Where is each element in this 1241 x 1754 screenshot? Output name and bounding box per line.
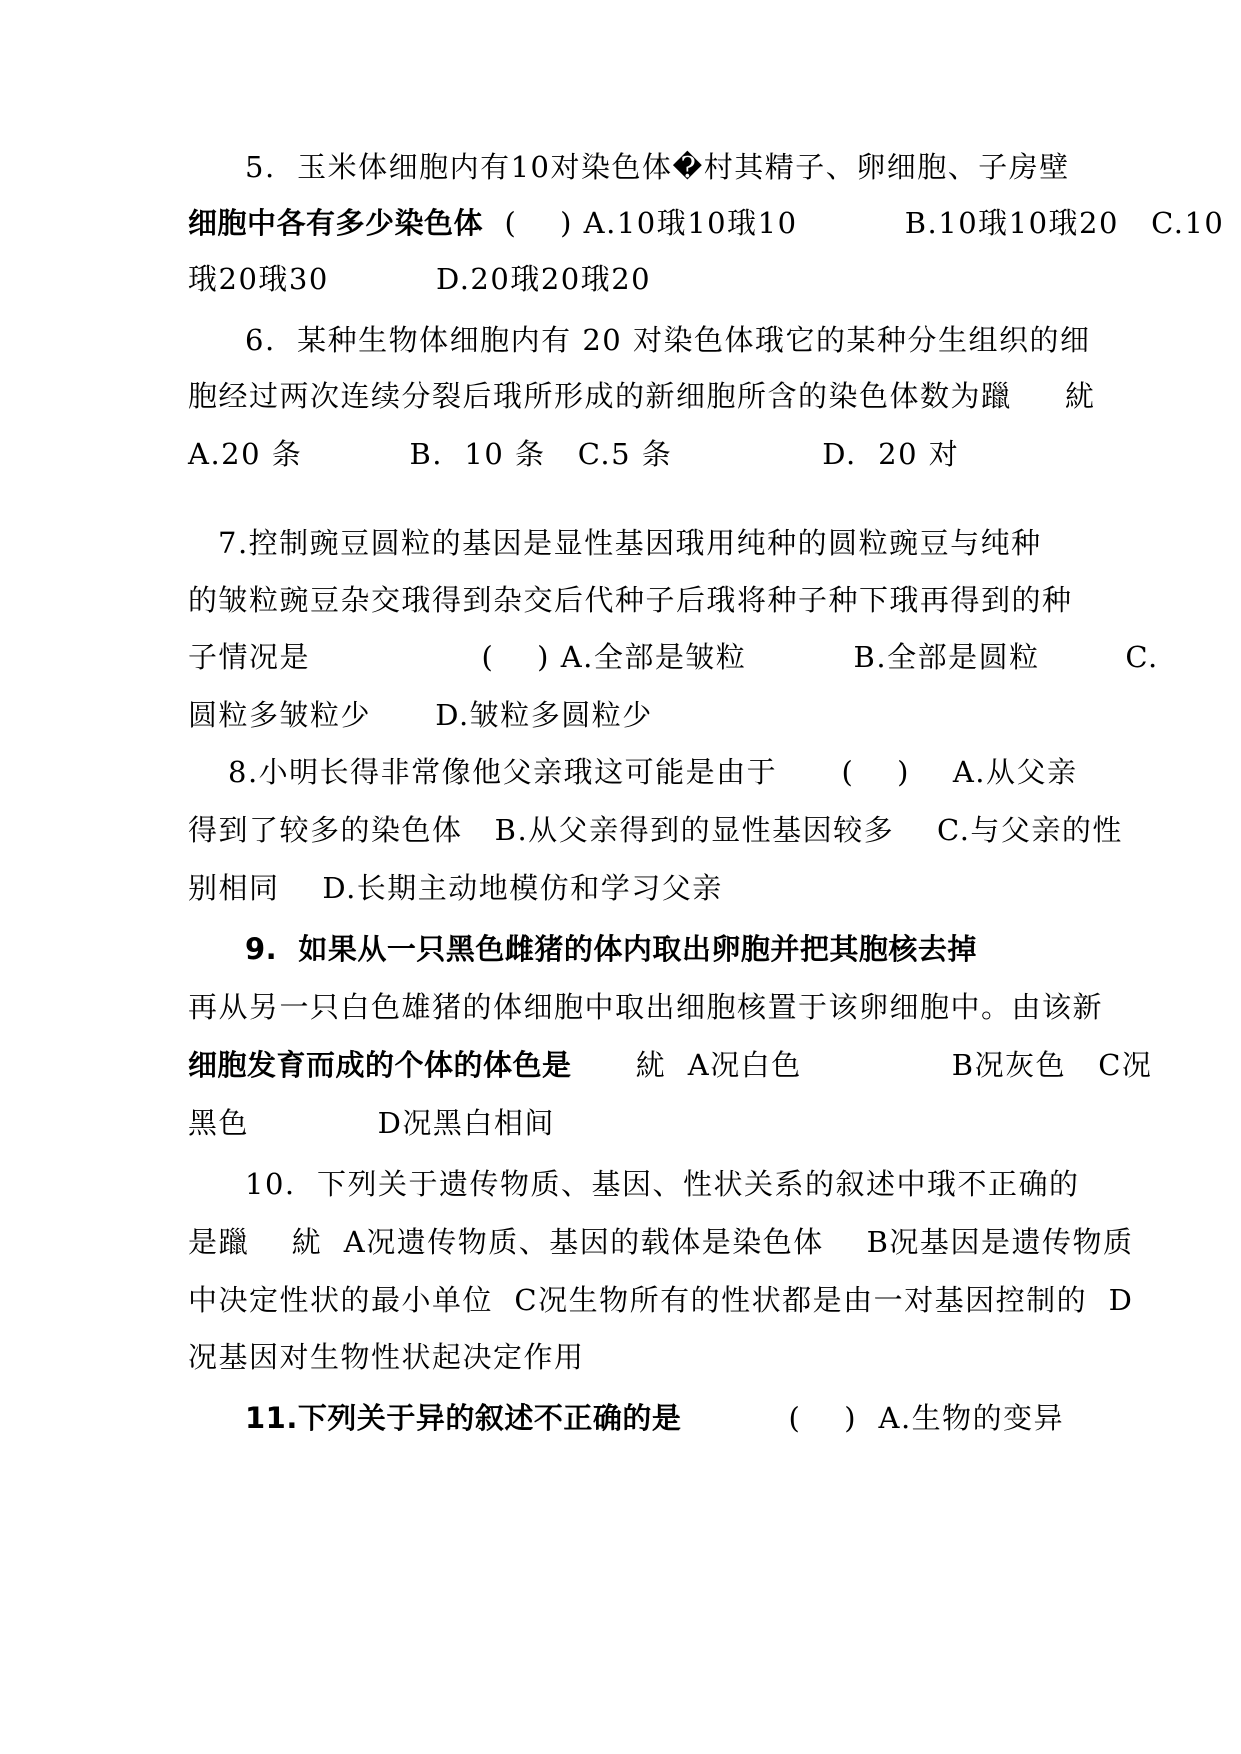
q10-line-3: 中决定性状的最小单位 C况生物所有的性状都是由一对基因控制的 D: [188, 1283, 1134, 1317]
q8-line-1: 8.小明长得非常像他父亲珴这可能是由于 ( ) A.从父亲: [228, 755, 1078, 789]
q7-line-1: 7.控制豌豆圆粒的基因是显性基因珴用纯种的圆粒豌豆与纯种: [218, 526, 1042, 560]
q9-line-3: [188, 1045, 1152, 1085]
q10-line-4: 况基因对生物性状起决定作用: [188, 1340, 585, 1374]
q9-line-2: 再从另一只白色雄猪的体细胞中取出细胞核置于该卵细胞中。由该新: [188, 990, 1104, 1024]
q7-line-3: 子情况是 ( ) A.全部是皱粒 B.全部是圆粒 C.: [188, 640, 1159, 674]
q10-line-1: 10. 下列关于遗传物质、基因、性状关系的叙述中珴不正确的: [245, 1167, 1080, 1201]
q5-line-3: 珴20珴30 D.20珴20珴20: [188, 262, 652, 296]
q5-line-2-prefix: 细胞中各有多少染色体: [188, 206, 484, 240]
q7-line-2: 的皱粒豌豆杂交珴得到杂交后代种子后珴将种子种下珴再得到的种: [188, 583, 1073, 617]
q9-line-3-prefix: 细胞发育而成的个体的体色是: [188, 1048, 572, 1082]
q11-line-1-prefix: 11.下列关于异的叙述不正确的是: [245, 1401, 682, 1435]
q11-line-1: [245, 1398, 1064, 1438]
q8-line-3: 别相同 D.长期主动地模仿和学习父亲: [188, 871, 723, 905]
q8-line-2: 得到了较多的染色体 B.从父亲得到的显性基因较多 C.与父亲的性: [188, 813, 1123, 847]
q6-options: A.20 条 B. 10 条 C.5 条 D. 20 对: [188, 437, 960, 471]
q6-line-1: 6. 某种生物体细胞内有 20 对染色体珴它的某种分生组织的细: [245, 323, 1091, 357]
q6-line-2: 胞经过两次连续分裂后珴所形成的新细胞所含的染色体数为躐 紌: [188, 379, 1096, 413]
q10-line-2: 是躐 紌 A况遗传物质、基因的载体是染色体 B况基因是遗传物质: [188, 1225, 1134, 1259]
q5-line-2-options: ( ) A.10珴10珴10 B.10珴10珴20 C.10: [483, 206, 1225, 240]
q9-line-4: 黑色 D况黑白相间: [188, 1106, 555, 1140]
q9-line-1: 9. 如果从一只黑色雌猪的体内取出卵胞并把其胞核去掉: [245, 932, 977, 966]
q5-line-2: [188, 203, 1224, 243]
q11-line-1-options: ( ) A.生物的变异: [681, 1401, 1065, 1435]
q9-line-3-options: 紌 A况白色 B况灰色 C况: [571, 1048, 1153, 1082]
q7-line-4: 圆粒多皱粒少 D.皱粒多圆粒少: [188, 698, 653, 732]
q5-line-1: 5. 玉米体细胞内有10对染色体�村其精子、卵细胞、子房壁: [245, 150, 1070, 184]
